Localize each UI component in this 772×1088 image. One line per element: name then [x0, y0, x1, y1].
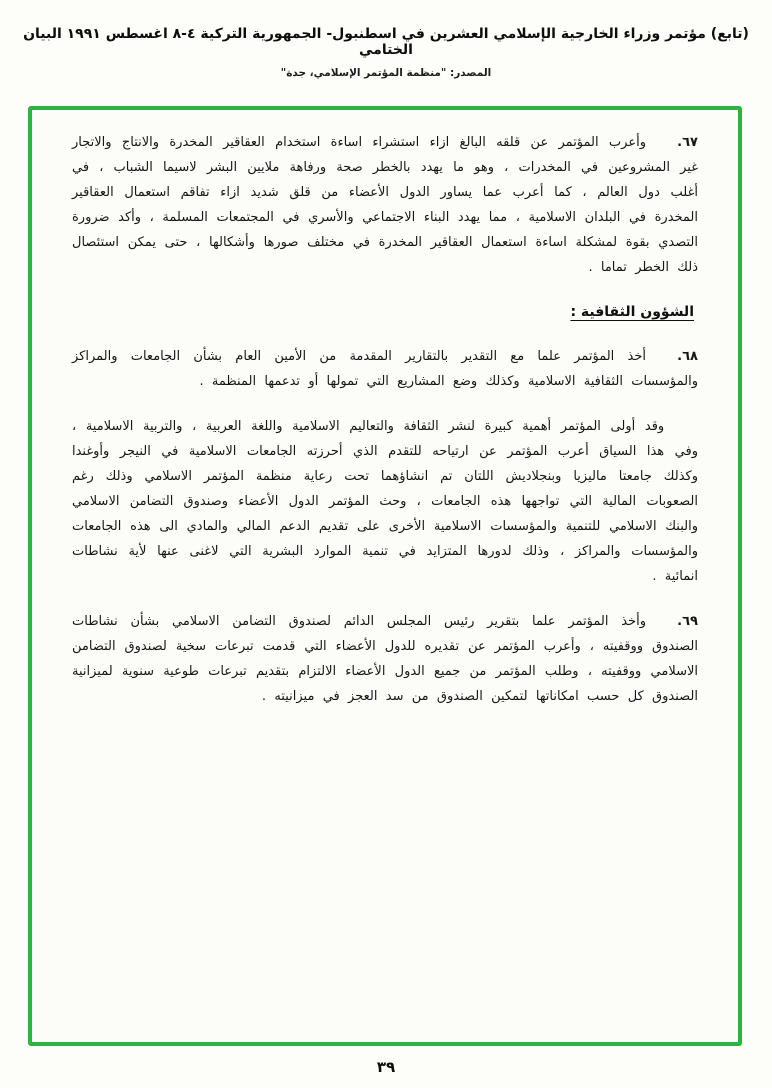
paragraph-68-number: ٦٨.	[677, 349, 698, 364]
paragraph-culture-unnumbered	[72, 414, 698, 589]
section-heading-cultural-affairs: الشؤون الثقافية :	[570, 304, 694, 320]
paragraph-68	[72, 344, 698, 394]
page-footer	[0, 1057, 772, 1076]
paragraph-67	[72, 130, 698, 280]
paragraph-68-text: أخذ المؤتمر علما مع التقدير بالتقارير المقدمة من الأمين العام بشأن الجامعات والمراكز والمؤسسات الثقافية الاسلامية وكذلك وضع المشاريع التي تمولها أو تدعمها المنظمة .	[72, 349, 698, 389]
paragraph-67-number: ٦٧.	[677, 135, 698, 150]
document-header	[0, 0, 772, 79]
document-title: (تابع) مؤتمر وزراء الخارجية الإسلامي العشرين في اسطنبول- الجمهورية التركية ٤-٨ اغسطس ١٩٩١ البيان الختامي	[23, 26, 749, 58]
green-border-content-box	[28, 106, 742, 1046]
document-source-line: المصدر: "منظمة المؤتمر الإسلامي، جدة"	[280, 67, 492, 79]
paragraph-69-text: وأخذ المؤتمر علما بتقرير رئيس المجلس الدائم لصندوق التضامن الاسلامي بشأن نشاطات الصندوق ووقفيته ، وأعرب المؤتمر عن تقديره للدول الأعضاء التي قدمت تبرعات سخية لصندوق التضامن الاسلامي ووقفيته ، وطلب المؤتمر من جميع الدول الأعضاء الالتزام بتقديم تبرعات طوعية سنوية لميزانية الصندوق كل حسب امكاناتها لتمكين الصندوق من سد العجز في ميزانيته .	[72, 614, 698, 704]
paragraph-67-text: وأعرب المؤتمر عن قلقه البالغ ازاء استشراء اساءة استخدام العقاقير المخدرة والانتاج والاتجار غير المشروعين في المخدرات ، وهو ما يهدد بالخطر صحة ورفاهة ملايين البشر لاسيما الشباب ، في أغلب دول العالم ، كما أعرب عما يساور الدول الأعضاء من قلق شديد ازاء تفاقم استعمال العقاقير المخدرة في البلدان الاسلامية ، مما يهدد البناء الاجتماعي والأسري في المجتمعات المسلمة ، وأكد ضرورة التصدي بقوة لمشكلة اساءة استعمال العقاقير المخدرة في مختلف صورها وأشكالها ، حتى يمكن استئصال ذلك الخطر تماما .	[72, 135, 698, 275]
page-number: ٣٩	[376, 1058, 396, 1076]
paragraph-69-number: ٦٩.	[677, 614, 698, 629]
paragraph-culture-text: وقد أولى المؤتمر أهمية كبيرة لنشر الثقافة والتعاليم الاسلامية واللغة العربية ، والتربية الاسلامية ، وفي هذا السياق أعرب المؤتمر عن ارتياحه للتقدم الذي أحرزته الجامعات الاسلامية في النيجر وأوغندا وكذلك جامعتا ماليزيا وبنجلاديش اللتان تم انشاؤهما تحت رعاية منظمة المؤتمر الاسلامي وذلك رغم الصعوبات المالية التي تواجهها هذه الجامعات ، وحث المؤتمر الدول الأعضاء وصندوق التضامن الاسلامي والبنك الاسلامي للتنمية والمؤسسات الاسلامية الأخرى على تقديم الدعم المالي والمادي الى هذه الجامعات والمؤسسات والمراكز ، وذلك لدورها المتزايد في تنمية الموارد البشرية التي لاغنى عنها لأية نشاطات انمائية .	[72, 419, 698, 584]
paragraph-69	[72, 609, 698, 709]
